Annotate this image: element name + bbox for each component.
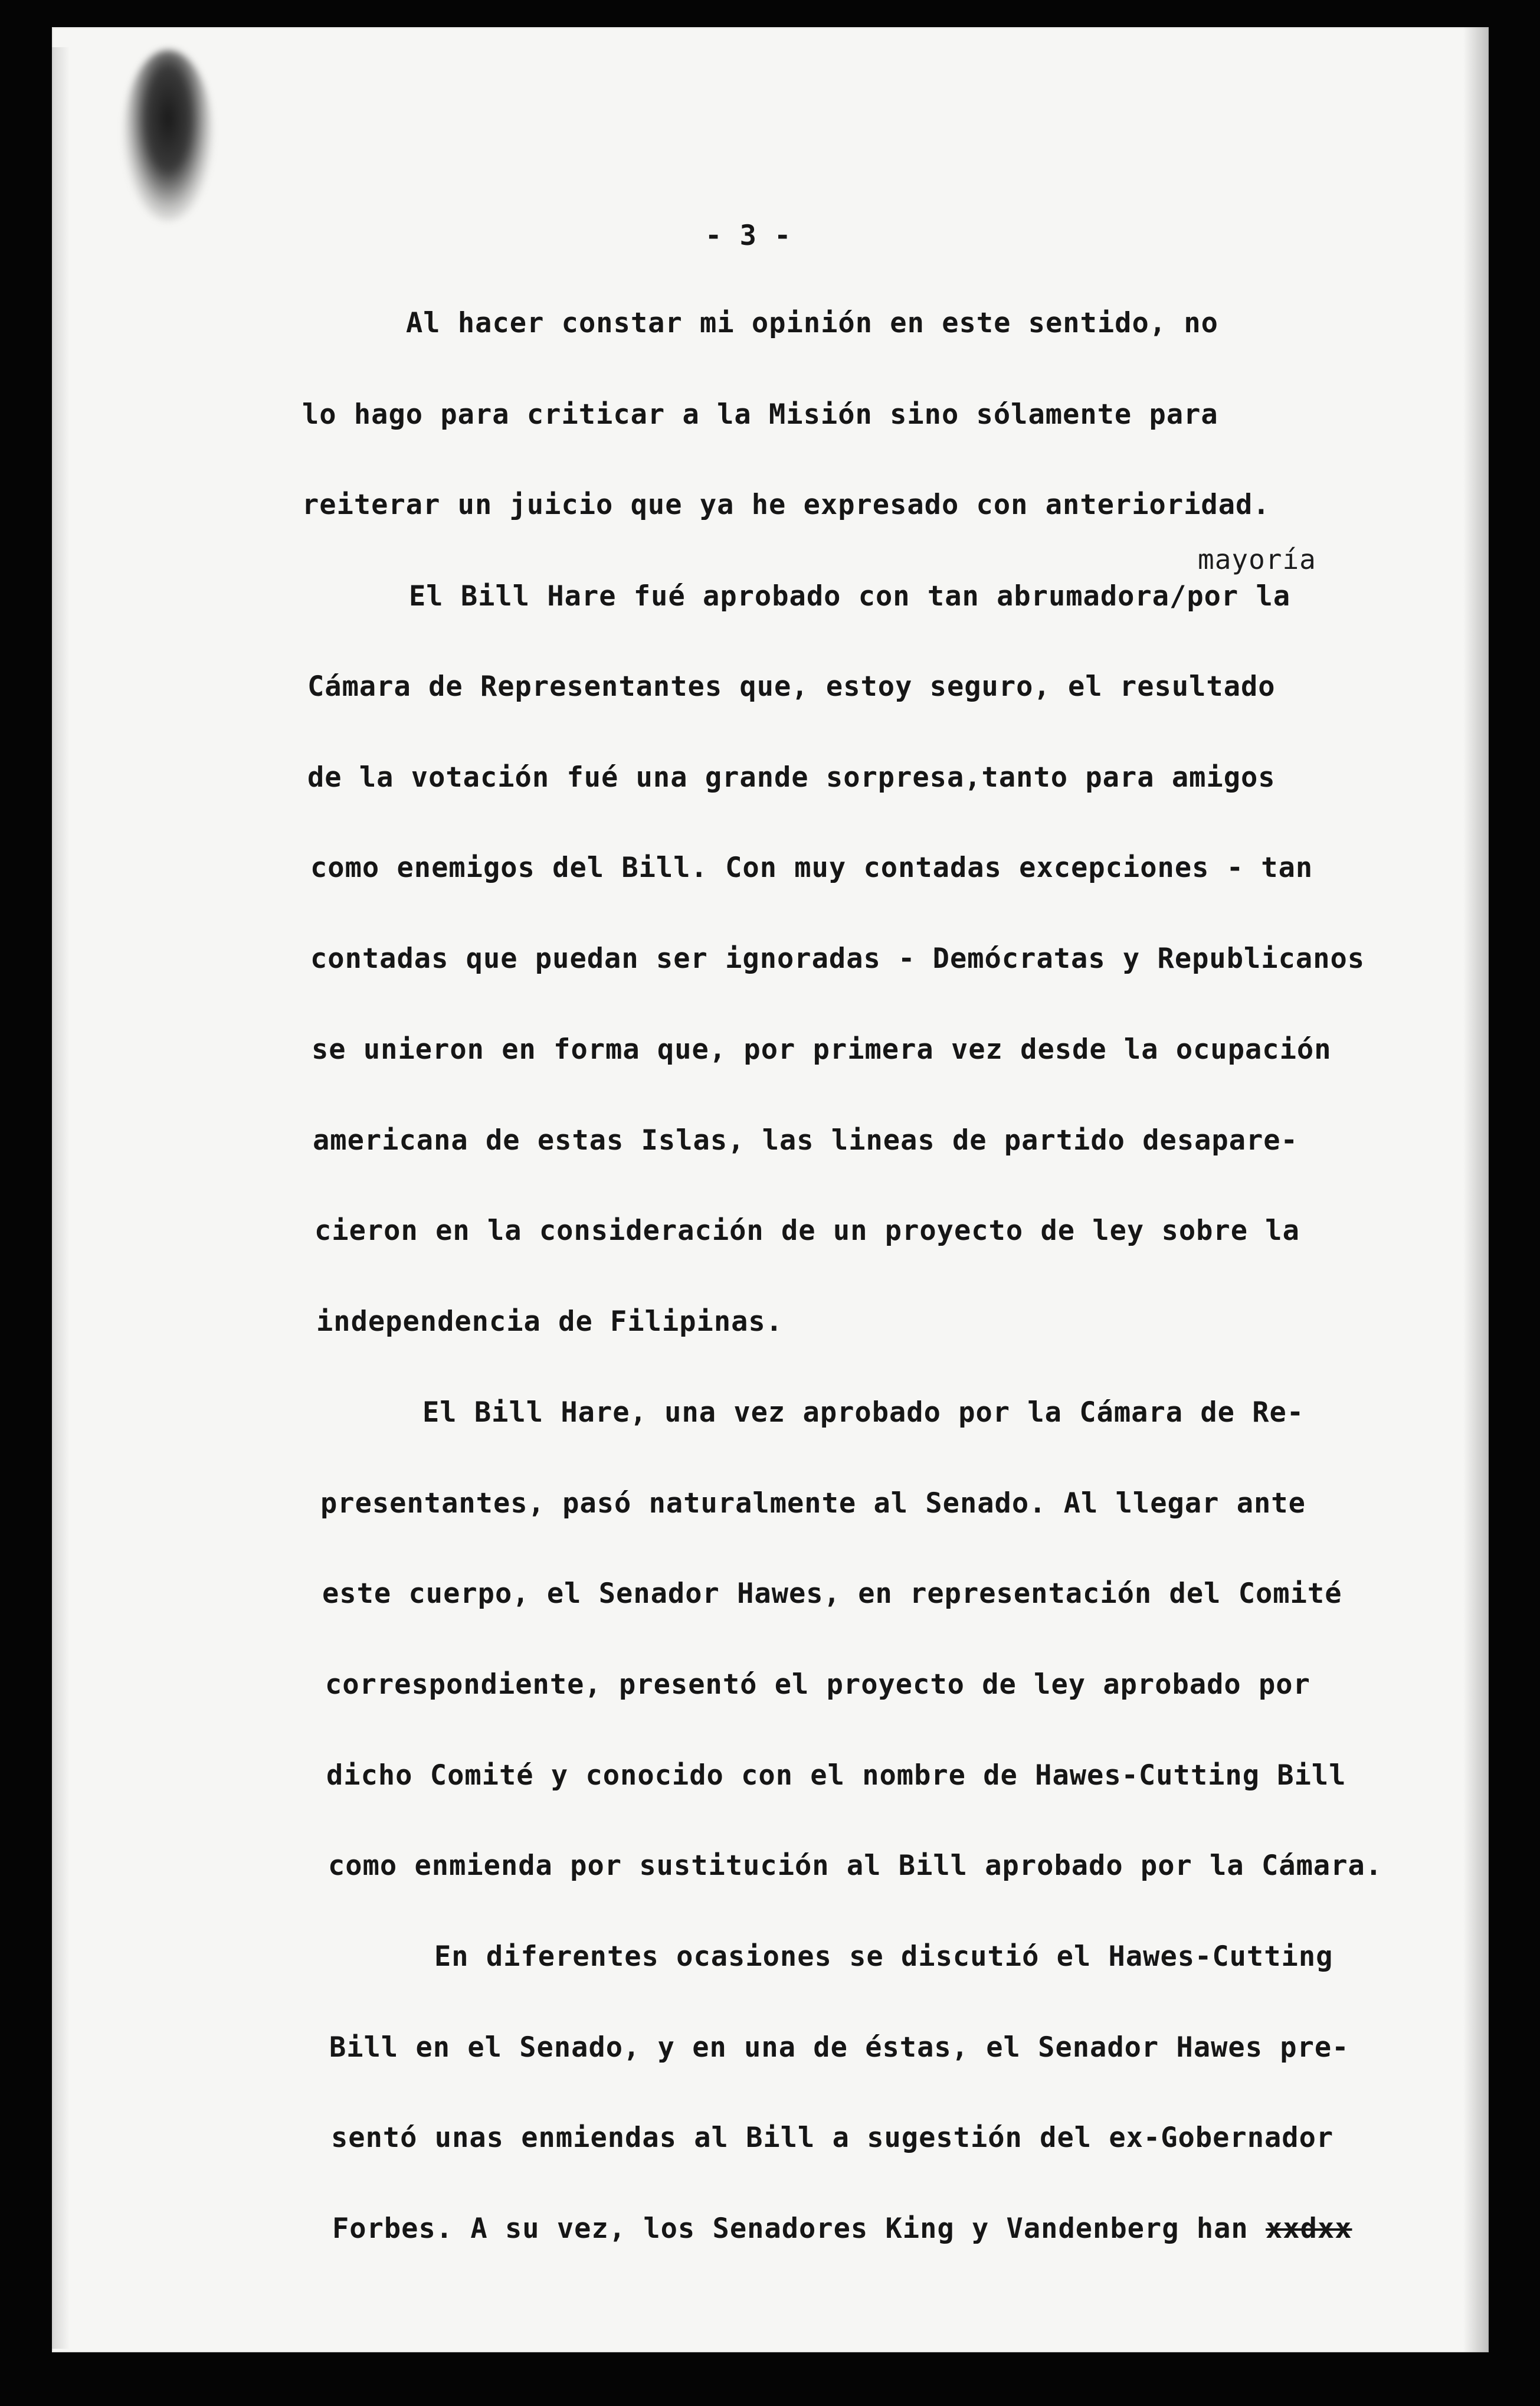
paper-sheet [52, 27, 1489, 2352]
text-line-12: independencia de Filipinas. [316, 1305, 784, 1338]
text-line-3: reiterar un juicio que ya he expresado con anterioridad. [302, 489, 1270, 521]
text-line-15: este cuerpo, el Senador Hawes, en representación del Comité [322, 1577, 1342, 1610]
text-line-13: El Bill Hare, una vez aprobado por la Cámara de Re- [422, 1396, 1305, 1429]
text-line-20: Bill en el Senado, y en una de éstas, el Senador Hawes pre- [329, 2031, 1349, 2064]
handwritten-insertion: mayoría [1198, 544, 1316, 575]
text-line-5: Cámara de Representantes que, estoy seguro, el resultado [307, 670, 1276, 703]
paper-right-edge-shadow [1463, 27, 1489, 2352]
struck-out-word: xxdxx [1266, 2212, 1352, 2245]
text-line-16: correspondiente, presentó el proyecto de ley aprobado por [325, 1668, 1310, 1701]
text-line-21: sentó unas enmiendas al Bill a sugestión del ex-Gobernador [331, 2122, 1334, 2154]
page-number: - 3 - [705, 220, 792, 252]
text-line-19: En diferentes ocasiones se discutió el Hawes-Cutting [434, 1940, 1333, 1973]
text-line-6: de la votación fué una grande sorpresa,tanto para amigos [307, 761, 1276, 794]
text-line-1: Al hacer constar mi opinión en este sentido, no [406, 307, 1218, 339]
text-line-18: como enmienda por sustitución al Bill aprobado por la Cámara. [328, 1849, 1383, 1882]
text-line-10: americana de estas Islas, las lineas de partido desapare- [313, 1124, 1298, 1157]
text-line-9: se unieron en forma que, por primera vez desde la ocupación [312, 1033, 1332, 1066]
text-line-22 [332, 2212, 1352, 2245]
text-line-17: dicho Comité y conocido con el nombre de Hawes-Cutting Bill [326, 1759, 1346, 1792]
text-line-2: lo hago para criticar a la Misión sino sólamente para [302, 398, 1218, 431]
text-line-7: como enemigos del Bill. Con muy contadas excepciones - tan [310, 852, 1313, 884]
text-line-14: presentantes, pasó naturalmente al Senado. Al llegar ante [320, 1487, 1306, 1520]
text-line-4: El Bill Hare fué aprobado con tan abrumadora/por la [409, 580, 1291, 613]
paper-left-edge-shadow [52, 47, 70, 2349]
ink-smudge [124, 50, 212, 221]
text-line-8: contadas que puedan ser ignoradas - Demócratas y Republicanos [310, 942, 1365, 975]
text-line-11: cieron en la consideración de un proyecto de ley sobre la [314, 1215, 1300, 1247]
text-line-22-body: Forbes. A su vez, los Senadores King y Vandenberg han [332, 2212, 1249, 2245]
